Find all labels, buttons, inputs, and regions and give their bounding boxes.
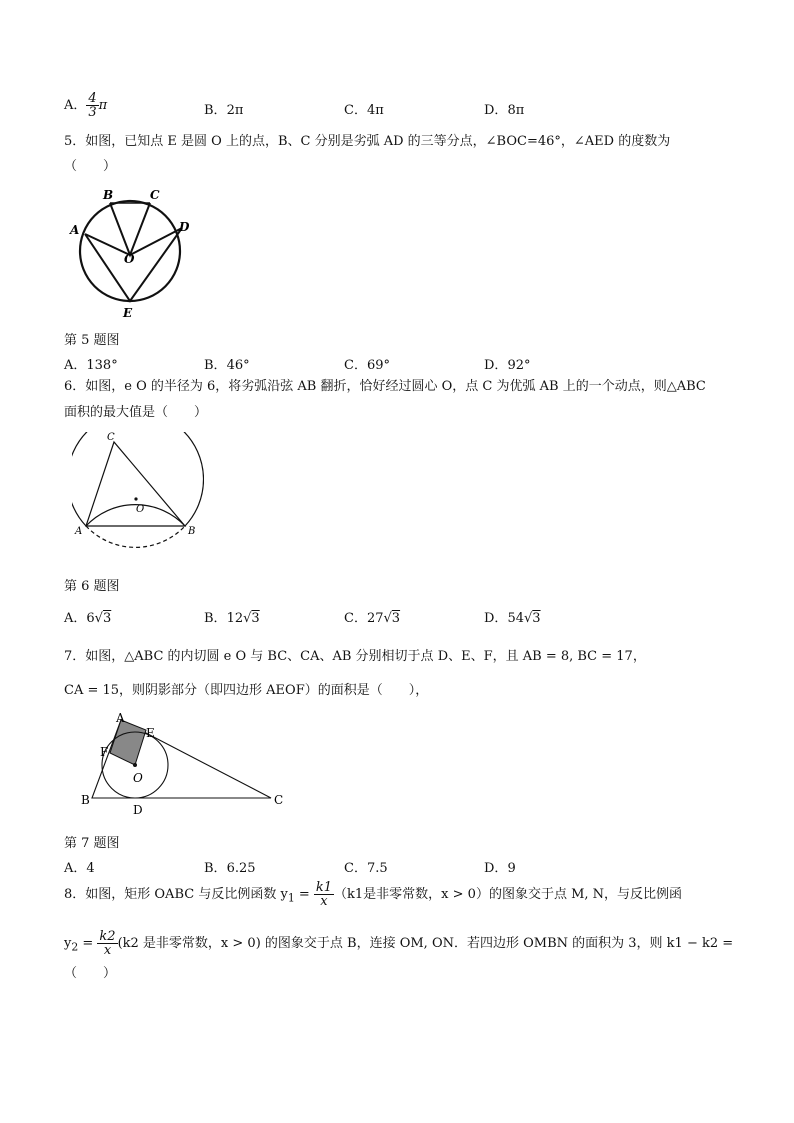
q6-option-d: D．54√3 <box>484 611 541 626</box>
label-o: O <box>124 252 135 266</box>
q6-option-b: B．12√3 <box>204 611 260 626</box>
fraction: $\frac{4}{3}$ <box>88 91 97 120</box>
label-o: O <box>133 771 143 785</box>
q7-option-b: B．6.25 <box>204 861 256 876</box>
label-a: A <box>75 526 83 537</box>
q6-figure <box>72 432 204 570</box>
fraction-k1-x: $\frac{k1}{x}$ <box>315 880 333 909</box>
q8-stem-line1: 8．如图，矩形 OABC 与反比例函数 $y_1$ = $\frac{k1}{x}$ （k1是非零常数，x > 0）的图象交于点 M, N，与反比例函 <box>64 880 683 909</box>
q7-option-c: C．7.5 <box>344 861 388 876</box>
label-c: C <box>274 793 284 807</box>
q5-caption: 第 5 题图 <box>64 333 120 348</box>
q7-option-d: D．9 <box>484 861 516 876</box>
label-d: D <box>179 220 190 234</box>
label-c: C <box>150 188 160 202</box>
q5-option-c: C．69° <box>344 358 390 373</box>
label-a: A <box>116 711 125 725</box>
minor-arc-ab-dashed <box>86 526 185 547</box>
label-b: B <box>103 188 114 202</box>
option-letter: A． <box>64 98 87 113</box>
q7-caption: 第 7 题图 <box>64 836 120 851</box>
center-o <box>133 763 137 767</box>
q7-option-a: A．4 <box>64 861 95 876</box>
q6-caption: 第 6 题图 <box>64 579 120 594</box>
label-b: B <box>188 526 196 537</box>
q6-option-a: A．6√3 <box>64 611 112 626</box>
label-c: C <box>107 432 115 443</box>
q5-stem-line2: （ ） <box>64 159 117 174</box>
label-f: F <box>100 745 109 759</box>
shaded-quad-aeof <box>110 720 146 765</box>
label-b: B <box>81 793 90 807</box>
q5-option-d: D．92° <box>484 358 531 373</box>
q4-option-b: B．2π <box>204 103 244 118</box>
q7-stem-line1: 7．如图，△ABC 的内切圆 e O 与 BC、CA、AB 分别相切于点 D、E、F，且 AB = 8, BC = 17， <box>64 649 646 664</box>
label-e: E <box>146 726 155 740</box>
q5-figure <box>66 186 196 320</box>
q7-figure <box>76 710 292 820</box>
q6-stem-line1: 6．如图，e O 的半径为 6，将劣弧沿弦 AB 翻折，恰好经过圆心 O，点 C 为优弧 AB 上的一个动点，则△ABC <box>64 379 706 394</box>
q6-stem-line2: 面积的最大值是（ ） <box>64 405 208 420</box>
label-a: A <box>70 223 80 237</box>
center-o <box>134 497 137 500</box>
q4-option-a <box>64 92 107 119</box>
q4-option-d: D．8π <box>484 103 525 118</box>
fraction-k2-x: $\frac{k2}{x}$ <box>99 929 116 958</box>
q5-stem-line1: 5．如图，已知点 E 是圆 O 上的点，B、C 分别是劣弧 AD 的三等分点，∠BOC=46°，∠AED 的度数为 <box>64 134 671 149</box>
label-e: E <box>123 306 133 320</box>
label-o: O <box>136 504 145 515</box>
q8-stem-line2: $y_2$ = $\frac{k2}{x}$ (k2 是非零常数，x > 0) 的图象交于点 B，连接 OM, ON．若四边形 OMBN 的面积为 3，则 k1 − k2 = <box>64 929 734 958</box>
q6-option-c: C．27√3 <box>344 611 401 626</box>
q4-option-c: C．4π <box>344 103 384 118</box>
q5-option-a: A．138° <box>64 358 118 373</box>
q8-stem-line3: （ ） <box>64 966 117 981</box>
radii-oa-od <box>85 228 182 255</box>
option-tail: π <box>98 98 108 113</box>
q7-stem-line2: CA = 15，则阴影部分（即四边形 AEOF）的面积是（ ）， <box>64 683 429 698</box>
label-d: D <box>133 803 143 817</box>
q5-option-b: B．46° <box>204 358 250 373</box>
